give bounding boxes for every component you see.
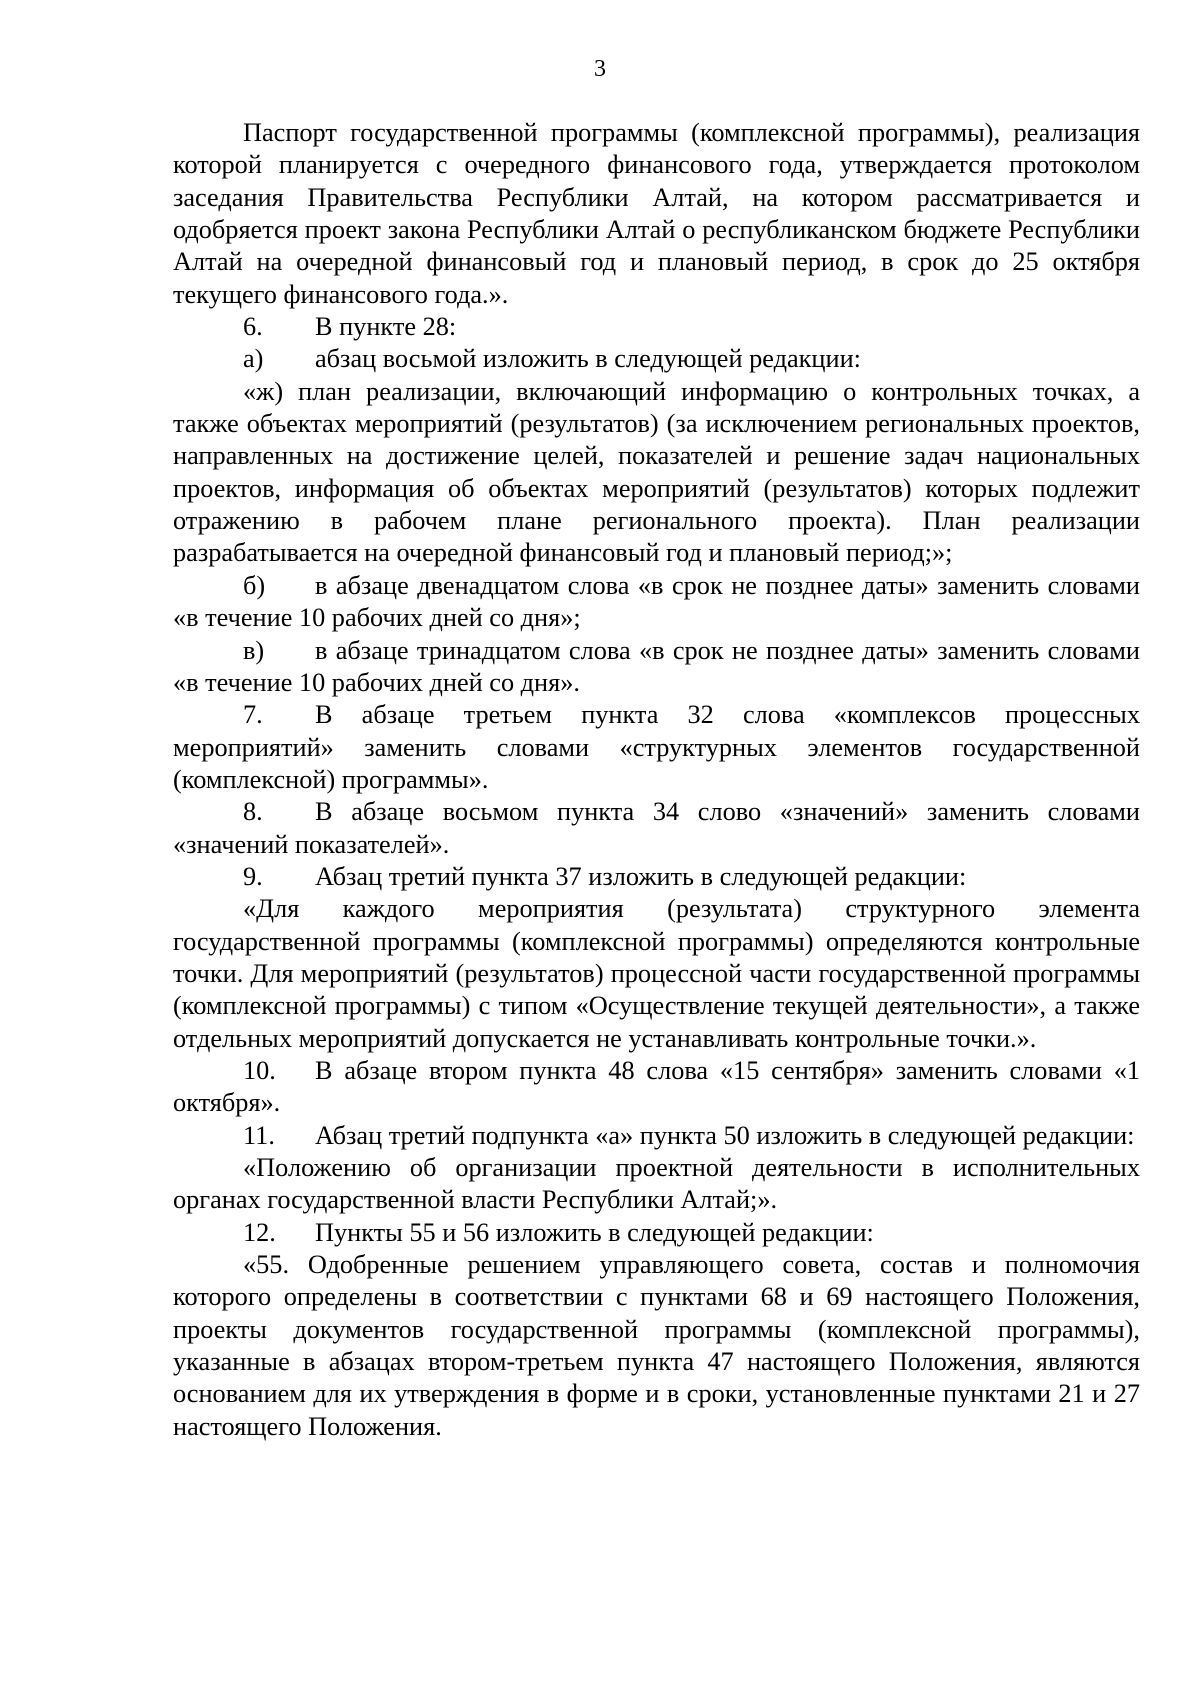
paragraph (173, 699, 1140, 796)
paragraph-text: В абзаце третьем пункта 32 слова «комплексов процессных мероприятий» заменить словами «структурных элементов государственной (комплексной) программы». (173, 700, 1140, 794)
paragraph (173, 1152, 1140, 1217)
paragraph-number: 9. (243, 861, 263, 891)
paragraph-text: «Для каждого мероприятия (результата) структурного элемента государственной программы (комплексной программы) определяются контрольные точки. Для мероприятий (результатов) процессной части государственной программы (комплексной программы) с типом «Осуществление текущей деятельности», а также отдельных мероприятий допускается не устанавливать контрольные точки.». (173, 894, 1140, 1053)
paragraph-number: в) (243, 635, 265, 665)
paragraph-text: Пункты 55 и 56 изложить в следующей редакции: (315, 1217, 874, 1247)
paragraph-text: «55. Одобренные решением управляющего совета, состав и полномочия которого определены в соответствии с пунктами 68 и 69 настоящего Положения, проекты документов государственной программы (комплексной программы), указанные в абзацах втором-третьем пункта 47 настоящего Положения, являются основанием для их утверждения в форме и в сроки, установленные пунктами 21 и 27 настоящего Положения. (173, 1250, 1140, 1441)
paragraph-number: а) (243, 344, 264, 374)
paragraph-text: Абзац третий пункта 37 изложить в следующей редакции: (315, 861, 967, 891)
paragraph-text: В абзаце восьмом пункта 34 слово «значений» заменить словами «значений показателей». (173, 797, 1140, 859)
paragraph (173, 1249, 1140, 1443)
paragraph-number: 12. (243, 1217, 276, 1247)
document-body (173, 117, 1140, 1443)
paragraph (173, 893, 1140, 1055)
paragraph-text: Абзац третий подпункта «а» пункта 50 изложить в следующей редакции: (315, 1120, 1135, 1150)
paragraph-text: В пункте 28: (315, 312, 457, 342)
paragraph (173, 1120, 1140, 1152)
paragraph-text: Паспорт государственной программы (комплексной программы), реализация которой планируется с очередного финансового года, утверждается протоколом заседания Правительства Республики Алтай, на котором рассматривается и одобряется проект закона Республики Алтай о республиканском бюджете Республики Алтай на очередной финансовый год и плановый период, в срок до 25 октября текущего финансового года.». (173, 118, 1140, 309)
paragraph (173, 1055, 1140, 1120)
paragraph (173, 311, 1140, 343)
paragraph (173, 1217, 1140, 1249)
paragraph-text: «Положению об организации проектной деятельности в исполнительных органах государственной власти Республики Алтай;». (173, 1153, 1140, 1215)
paragraph-number: 7. (243, 700, 263, 730)
page-number: 3 (594, 56, 606, 82)
paragraph (173, 343, 1140, 375)
paragraph-number: 8. (243, 797, 263, 827)
paragraph-number: 10. (243, 1055, 276, 1085)
paragraph (173, 861, 1140, 893)
paragraph (173, 376, 1140, 570)
paragraph (173, 635, 1140, 700)
paragraph-text: в абзаце двенадцатом слова «в срок не позднее даты» заменить словами «в течение 10 рабочих дней со дня»; (173, 570, 1140, 633)
paragraph (173, 570, 1140, 635)
paragraph-number: 11. (243, 1120, 275, 1150)
paragraph-number: 6. (243, 312, 263, 342)
paragraph-number: б) (243, 570, 266, 600)
paragraph (173, 796, 1140, 861)
paragraph-text: в абзаце тринадцатом слова «в срок не позднее даты» заменить словами «в течение 10 рабочих дней со дня». (173, 635, 1140, 697)
paragraph-text: В абзаце втором пункта 48 слова «15 сентября» заменить словами «1 октября». (173, 1055, 1140, 1118)
paragraph (173, 117, 1140, 311)
paragraph-text: «ж) план реализации, включающий информацию о контрольных точках, а также объектах мероприятий (результатов) (за исключением региональных проектов, направленных на достижение целей, показателей и решение задач национальных проектов, информация об объектах мероприятий (результатов) которых подлежит отражению в рабочем плане регионального проекта). План реализации разрабатывается на очередной финансовый год и плановый период;»; (173, 376, 1140, 568)
paragraph-text: абзац восьмой изложить в следующей редакции: (315, 344, 861, 374)
